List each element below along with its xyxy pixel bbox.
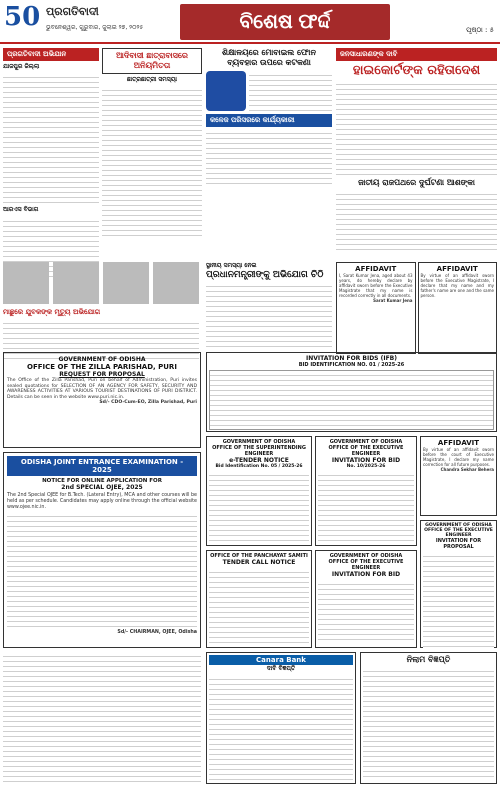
anniversary-logo: 50: [4, 2, 41, 32]
zp-sign: Sd/- CDO-Cum-EO, Zilla Parishad, Puri: [99, 400, 197, 406]
rb-title: INVITATION FOR BID: [331, 571, 401, 578]
left-story-body: [3, 73, 99, 203]
mid-body: [102, 86, 202, 236]
rp-body: [423, 552, 494, 650]
photo-row: [3, 262, 199, 359]
ee-ref: No. 10/2025-26: [346, 464, 386, 469]
left-story-sub: ଯାଜପୁର ଜିଲ୍ଲା: [3, 63, 40, 70]
affidavit-2: [418, 262, 498, 354]
portrait-photo-1: [3, 262, 49, 304]
zp-org2: OFFICE OF THE ZILLA PARISHAD, PURI: [27, 363, 177, 371]
bid-notice: [206, 352, 497, 432]
ps-body: [209, 568, 309, 644]
auction-body: [363, 667, 494, 779]
canara-bank-logo: Canara Bank: [209, 655, 353, 665]
bid-notice-table: [209, 370, 494, 430]
left-story2-title: ଆରଏସ ବିଭାଗ: [3, 206, 39, 213]
affidavit-2-text: By virtue of an affidavit sworn before the Executive Magistrate, I declare that my name and my father's name are one and the same person.: [420, 273, 494, 298]
top-headline: ଶିକ୍ଷାଳୟରେ ମୋବାଇଲ ଫୋନ ବ୍ୟବହାର ଉପରେ କଟକଣା: [222, 48, 316, 67]
bid-notice-ref: BID IDENTIFICATION NO. 01 / 2025-26: [298, 362, 405, 368]
portrait-photo-4: [153, 262, 199, 304]
ee-bid-notice: [315, 436, 417, 546]
ojee-body-rest: [7, 512, 197, 630]
phone-illustration: [206, 71, 246, 111]
ojee-sign: Sd/- CHAIRMAN, OJEE, Odisha: [117, 630, 197, 636]
right-proposal-notice: [420, 520, 497, 648]
zp-title: REQUEST FOR PROPOSAL: [59, 371, 145, 378]
ojee-notice: [3, 452, 201, 648]
ps-tender-notice: [206, 550, 312, 648]
se-ref: Bid Identification No. 05 / 2025-26: [215, 464, 303, 469]
se-body: [209, 471, 309, 541]
ee-title: INVITATION FOR BID: [331, 457, 401, 464]
ps-title: TENDER CALL NOTICE: [222, 559, 296, 566]
affidavit-1: [336, 262, 416, 354]
masthead: [0, 0, 500, 44]
se-tender-notice: [206, 436, 312, 546]
ee-org1: GOVERNMENT OF ODISHA: [329, 439, 403, 445]
left-headline3: ମାଛୁରେ ଯୁବକଙ୍କ ମୃତ୍ୟୁ ଅଭିଯୋଗ: [3, 308, 101, 316]
ee-body: [318, 471, 414, 541]
affidavit-3: [420, 436, 497, 516]
bottom-left: [3, 652, 201, 784]
affidavit-3-name: Chandra Sekhar Behera: [440, 467, 494, 472]
right-bid-notice: [315, 550, 417, 648]
zilla-parishad-notice: [3, 352, 201, 448]
top-body: [249, 71, 332, 111]
left-story-tag: ପ୍ରଗତିବାଦୀ ଅଭିଯାନ: [3, 48, 99, 61]
portrait-photo-2: [53, 262, 99, 304]
ee-org2: OFFICE OF THE EXECUTIVE ENGINEER: [328, 445, 404, 457]
auction-title: ନିଲାମ ବିଜ୍ଞପ୍ତି: [406, 655, 451, 664]
right-body2: [336, 190, 497, 250]
ojee-title: ODISHA JOINT ENTRANCE EXAMINATION - 2025: [7, 456, 197, 476]
edition-line: ଭୁବନେଶ୍ୱର, ଗୁରୁବାର, ଜୁଲାଇ ୨୭, ୨୦୨୫: [46, 24, 144, 31]
auction-notice: [360, 652, 497, 784]
affidavit-row: [336, 262, 497, 354]
top-sub: କଳେଜ ପରିସରରେ କାର୍ଯ୍ୟକାରୀ: [206, 114, 332, 127]
center-headline: ପ୍ରଧାନମନ୍ତ୍ରୀଙ୍କୁ ଅଭିଯୋଗ ଚିଠି: [206, 270, 324, 280]
canara-bank-notice: [206, 652, 356, 784]
affidavit-1-name: Sarat Kumar Jena: [373, 298, 413, 303]
affidavit-1-title: AFFIDAVIT: [355, 265, 397, 273]
bottom-left-body: [3, 652, 201, 784]
rb-org2: OFFICE OF THE EXECUTIVE ENGINEER: [328, 559, 404, 571]
se-org1: GOVERNMENT OF ODISHA: [222, 439, 296, 445]
se-title: e-TENDER NOTICE: [229, 457, 289, 464]
rp-org1: GOVERNMENT OF ODISHA: [425, 523, 492, 528]
ojee-body: The 2nd Special OJEE for B.Tech. (Lateral Entry), MCA and other courses will be held as per schedule. Candidates may apply online through the official website www.ojee.nic.in.: [7, 493, 197, 510]
right-headline: ହାଇକୋର୍ଟଙ୍କ ରହିତାଦେଶ: [352, 63, 481, 78]
page-number: ପୃଷ୍ଠା : ୫: [466, 26, 494, 34]
canara-sub: ଦାବି ବିଜ୍ଞପ୍ତି: [266, 665, 296, 672]
mid-column: [102, 48, 202, 236]
affidavit-3-title: AFFIDAVIT: [437, 439, 480, 447]
top-story: [206, 48, 332, 187]
right-tag: ଜନସାଧାରଣଙ୍କ ଦାବି: [336, 48, 497, 61]
section-title: ବିଶେଷ ଫର୍ଦ୍ଦ: [180, 4, 390, 40]
canara-body: [209, 675, 353, 781]
ojee-sub: NOTICE FOR ONLINE APPLICATION FOR: [42, 478, 162, 484]
portrait-photo-3: [103, 262, 149, 304]
right-top-story: [336, 48, 497, 250]
right-headline2: ଜାତୀୟ ରାଜପଥରେ ଦୁର୍ଘଟଣା ଆଶଙ୍କା: [358, 178, 475, 187]
ps-org1: OFFICE OF THE PANCHAYAT SAMITI: [210, 553, 308, 559]
zp-body: The Office of the Zilla Parishad, Puri on behalf of Administration, Puri invites sealed quotations for SELECTION OF AN AGENCY FOR SAFETY, SECURITY AND AWARENESS ACTIVITIES AT VARIOUS TOURIST DESTINATIONS OF PURI DISTRICT. Details can be seen in the website www.puri.nic.in.: [7, 378, 197, 400]
rp-org2: OFFICE OF THE EXECUTIVE ENGINEER: [424, 528, 493, 538]
mid-headline: ଆଦିବାସୀ ଛାତ୍ରାବାସରେ ଅନିୟମିତତା: [102, 48, 202, 74]
affidavit-1-text: I, Sarat Kumar Jena, aged about 43 years, do hereby declare by affidavit sworn before the Executive Magistrate that my name is recorded correctly in all documents.: [339, 273, 413, 298]
affidavit-3-text: By virtue of an affidavit sworn before the court of Executive Magistrate, I declare my name correction for all future purposes.: [423, 447, 494, 467]
right-body: [336, 80, 497, 176]
affidavit-2-title: AFFIDAVIT: [436, 265, 478, 273]
rp-title: INVITATION FOR PROPOSAL: [435, 538, 482, 550]
se-org2: OFFICE OF THE SUPERINTENDING ENGINEER: [212, 445, 306, 457]
center-story: [206, 262, 332, 350]
rb-body: [318, 580, 414, 644]
center-body: [206, 282, 332, 350]
rb-org1: GOVERNMENT OF ODISHA: [329, 553, 403, 559]
ojee-program: 2nd SPECIAL OJEE, 2025: [61, 484, 143, 491]
left-column: [3, 48, 99, 279]
top-body2: [206, 129, 332, 187]
bid-notice-title: INVITATION FOR BIDS (IFB): [306, 355, 397, 362]
zp-org1: GOVERNMENT OF ODISHA: [58, 356, 146, 363]
mid-sub: ଛାତ୍ରଛାତ୍ରୀ ସମସ୍ୟା: [126, 76, 178, 83]
paper-name: ପ୍ରଗତିବାଦୀ: [46, 6, 99, 18]
center-sub: ସ୍ଥାନୀୟ ସମସ୍ୟା ନେଇ: [206, 262, 257, 269]
